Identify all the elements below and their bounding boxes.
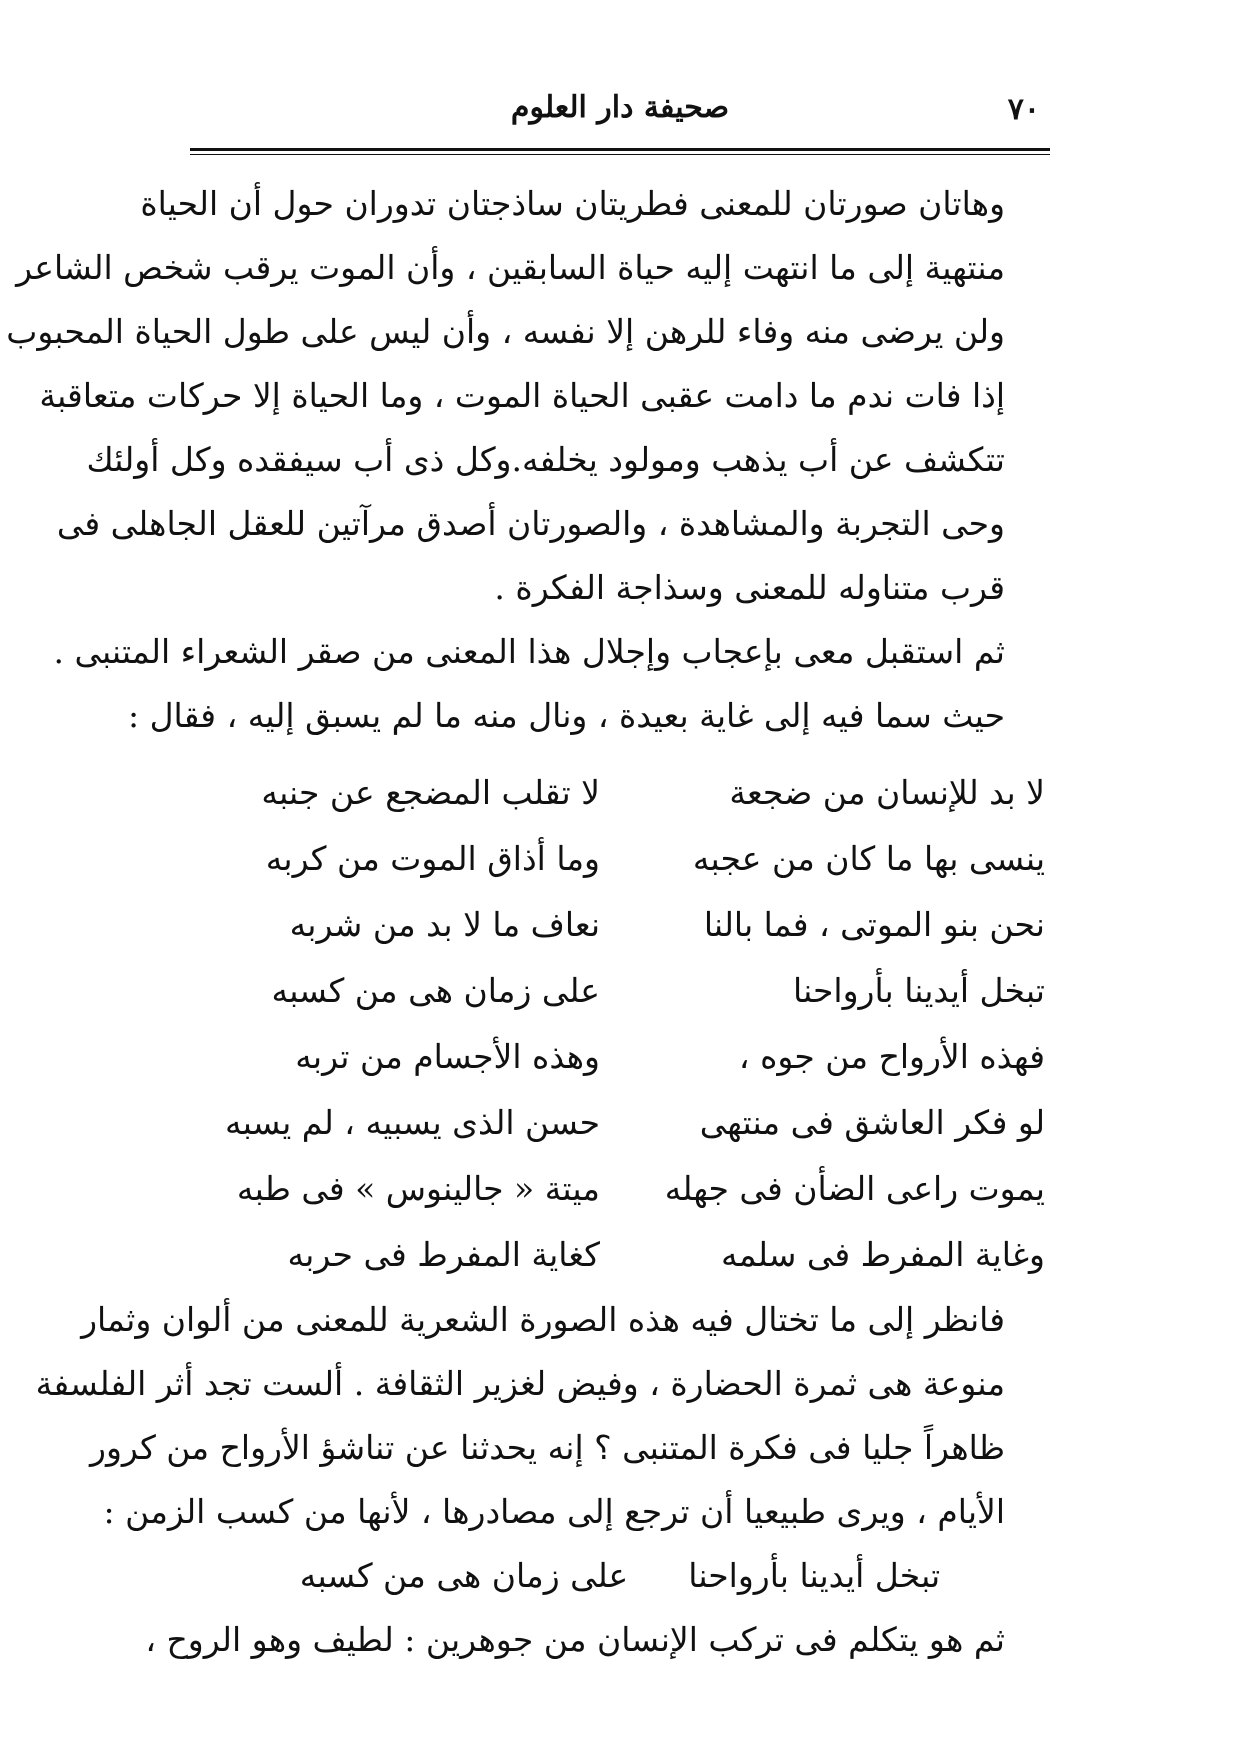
paragraph-3: [35, 1288, 1065, 1544]
verse-line: [200, 958, 1045, 1024]
quoted-verse: [175, 1544, 1065, 1608]
verse-first-hemistich: ينسى بها ما كان من عجبه: [692, 839, 1045, 878]
verse-line: [200, 760, 1045, 826]
page-header: [190, 80, 1050, 150]
header-rule-thin: [190, 154, 1050, 155]
text-line: منوعة هى ثمرة الحضارة ، وفيض لغزير الثقافة . ألست تجد أثر الفلسفة: [35, 1364, 1005, 1403]
text-line: وحى التجربة والمشاهدة ، والصورتان أصدق مرآتين للعقل الجاهلى فى: [56, 504, 1005, 543]
verse-second-hemistich: وهذه الأجسام من تربه: [295, 1037, 600, 1076]
running-title: صحيفة دار العلوم: [510, 90, 730, 125]
text-line: فانظر إلى ما تختال فيه هذه الصورة الشعرية للمعنى من ألوان وثمار: [81, 1300, 1005, 1339]
body-text-top: [6, 172, 1065, 748]
verse-second-hemistich: لا تقلب المضجع عن جنبه: [261, 773, 600, 812]
verse-second-hemistich: نعاف ما لا بد من شربه: [289, 905, 600, 944]
verse-second-hemistich: وما أذاق الموت من كربه: [265, 839, 600, 878]
text-line: الأيام ، ويرى طبيعيا أن ترجع إلى مصادرها ، لأنها من كسب الزمن :: [103, 1492, 1005, 1531]
text-line: إذا فات ندم ما دامت عقبى الحياة الموت ، وما الحياة إلا حركات متعاقبة: [39, 376, 1005, 415]
body-text-bottom: [35, 1288, 1065, 1672]
text-line: قرب متناوله للمعنى وسذاجة الفكرة .: [494, 568, 1005, 607]
verse-second-hemistich: ميتة « جالينوس » فى طبه: [236, 1169, 600, 1208]
text-line: ثم هو يتكلم فى تركب الإنسان من جوهرين : لطيف وهو الروح ،: [145, 1620, 1005, 1659]
verse-first-hemistich: تبخل أيدينا بأرواحنا: [688, 1556, 941, 1595]
header-rule: [190, 148, 1050, 151]
paragraph-2: [53, 620, 1065, 748]
verse-first-hemistich: نحن بنو الموتى ، فما بالنا: [703, 905, 1045, 944]
verse-second-hemistich: على زمان هى من كسبه: [299, 1556, 629, 1595]
verse-first-hemistich: وغاية المفرط فى سلمه: [721, 1235, 1045, 1274]
verse-line: [200, 1024, 1045, 1090]
text-line: وهاتان صورتان للمعنى فطريتان ساذجتان تدوران حول أن الحياة: [140, 184, 1005, 223]
paragraph-4: [145, 1608, 1065, 1672]
text-line: ولن يرضى منه وفاء للرهن إلا نفسه ، وأن ليس على طول الحياة المحبوب: [6, 312, 1005, 351]
verse-first-hemistich: تبخل أيدينا بأرواحنا: [793, 971, 1045, 1010]
verse-second-hemistich: على زمان هى من كسبه: [271, 971, 600, 1010]
verse-first-hemistich: يموت راعى الضأن فى جهله: [664, 1169, 1045, 1208]
verse-second-hemistich: كغاية المفرط فى حربه: [287, 1235, 600, 1274]
verse-line: [200, 826, 1045, 892]
verse-first-hemistich: لا بد للإنسان من ضجعة: [729, 773, 1045, 812]
verse-second-hemistich: حسن الذى يسبيه ، لم يسبه: [225, 1103, 600, 1142]
text-line: ظاهراً جليا فى فكرة المتنبى ؟ إنه يحدثنا عن تناشؤ الأرواح من كرور: [90, 1428, 1005, 1467]
verse-first-hemistich: فهذه الأرواح من جوه ،: [738, 1037, 1045, 1076]
verse-line: [200, 1222, 1045, 1288]
poem-verses: [200, 760, 1045, 1288]
text-line: منتهية إلى ما انتهت إليه حياة السابقين ، وأن الموت يرقب شخص الشاعر: [16, 248, 1005, 287]
paragraph-1: [6, 172, 1065, 620]
verse-line: [200, 1090, 1045, 1156]
text-line: حيث سما فيه إلى غاية بعيدة ، ونال منه ما لم يسبق إليه ، فقال :: [127, 696, 1005, 735]
text-line: ثم استقبل معى بإعجاب وإجلال هذا المعنى من صقر الشعراء المتنبى .: [53, 632, 1005, 671]
verse-line: [200, 1156, 1045, 1222]
page-number: ٧٠: [1007, 92, 1040, 127]
verse-first-hemistich: لو فكر العاشق فى منتهى: [699, 1103, 1045, 1142]
verse-line: [200, 892, 1045, 958]
text-line: تتكشف عن أب يذهب ومولود يخلفه.وكل ذى أب سيفقده وكل أولئك: [86, 440, 1005, 479]
